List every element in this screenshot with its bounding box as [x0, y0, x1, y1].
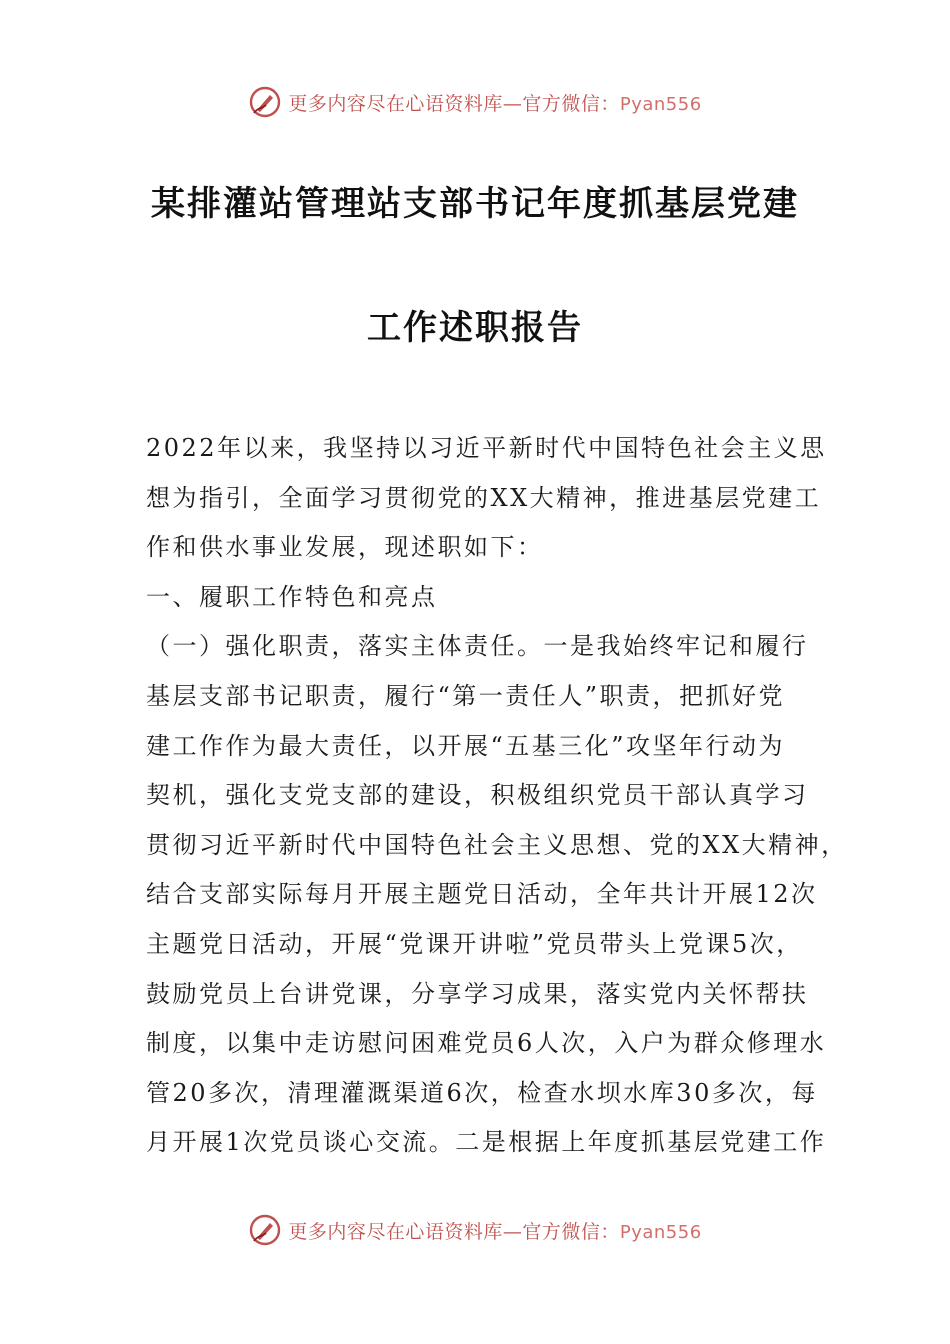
body-line: 月开展1次党员谈心交流。二是根据上年度抓基层党建工作	[146, 1128, 827, 1157]
body-line: 基层支部书记职责，履行“第一责任人”职责，把抓好党	[146, 681, 786, 710]
document-title-line-1: 某排灌站管理站支部书记年度抓基层党建	[151, 184, 799, 224]
watermark-wechat-label: 官方微信：	[522, 1220, 620, 1243]
body-line: 主题党日活动，开展“党课开讲啦”党员带头上党课5次，	[146, 929, 803, 958]
watermark-dash: —	[502, 92, 523, 115]
document-title-line-2: 工作述职报告	[367, 308, 583, 348]
body-line: （一）强化职责，落实主体责任。一是我始终牢记和履行	[146, 632, 809, 661]
watermark-site-text: 更多内容尽在心语资料库	[288, 92, 503, 115]
watermark-wechat-id: Pyan556	[619, 1221, 702, 1243]
pen-circle-logo-icon	[248, 1213, 282, 1247]
watermark-site-text: 更多内容尽在心语资料库	[288, 1220, 503, 1243]
body-line: 制度，以集中走访慰问困难党员6人次，入户为群众修理水	[146, 1029, 827, 1058]
body-line: 结合支部实际每月开展主题党日活动，全年共计开展12次	[146, 880, 818, 909]
header-watermark	[0, 82, 950, 122]
pen-circle-logo-icon	[248, 85, 282, 119]
body-line: 作和供水事业发展，现述职如下：	[146, 533, 544, 562]
body-line: 想为指引，全面学习贯彻党的XX大精神，推进基层党建工	[146, 483, 822, 512]
watermark-wechat-id: Pyan556	[619, 93, 702, 115]
footer-watermark	[0, 1210, 950, 1250]
watermark-dash: —	[502, 1220, 523, 1243]
document-body	[146, 428, 848, 1172]
watermark-text	[288, 1217, 701, 1244]
watermark-text	[288, 89, 701, 116]
body-line: 2022年以来，我坚持以习近平新时代中国特色社会主义思	[146, 434, 827, 462]
body-line: 契机，强化支党支部的建设，积极组织党员干部认真学习	[146, 781, 809, 810]
watermark-wechat-label: 官方微信：	[522, 92, 620, 115]
body-line: 鼓励党员上台讲党课，分享学习成果，落实党内关怀帮扶	[146, 979, 809, 1008]
body-line: 贯彻习近平新时代中国特色社会主义思想、党的XX大精神，	[146, 830, 848, 859]
section-heading: 一、履职工作特色和亮点	[146, 582, 438, 611]
body-line: 管20多次，清理灌溉渠道6次，检查水坝水库30多次，每	[146, 1078, 818, 1107]
body-line: 建工作作为最大责任，以开展“五基三化”攻坚年行动为	[146, 731, 786, 760]
